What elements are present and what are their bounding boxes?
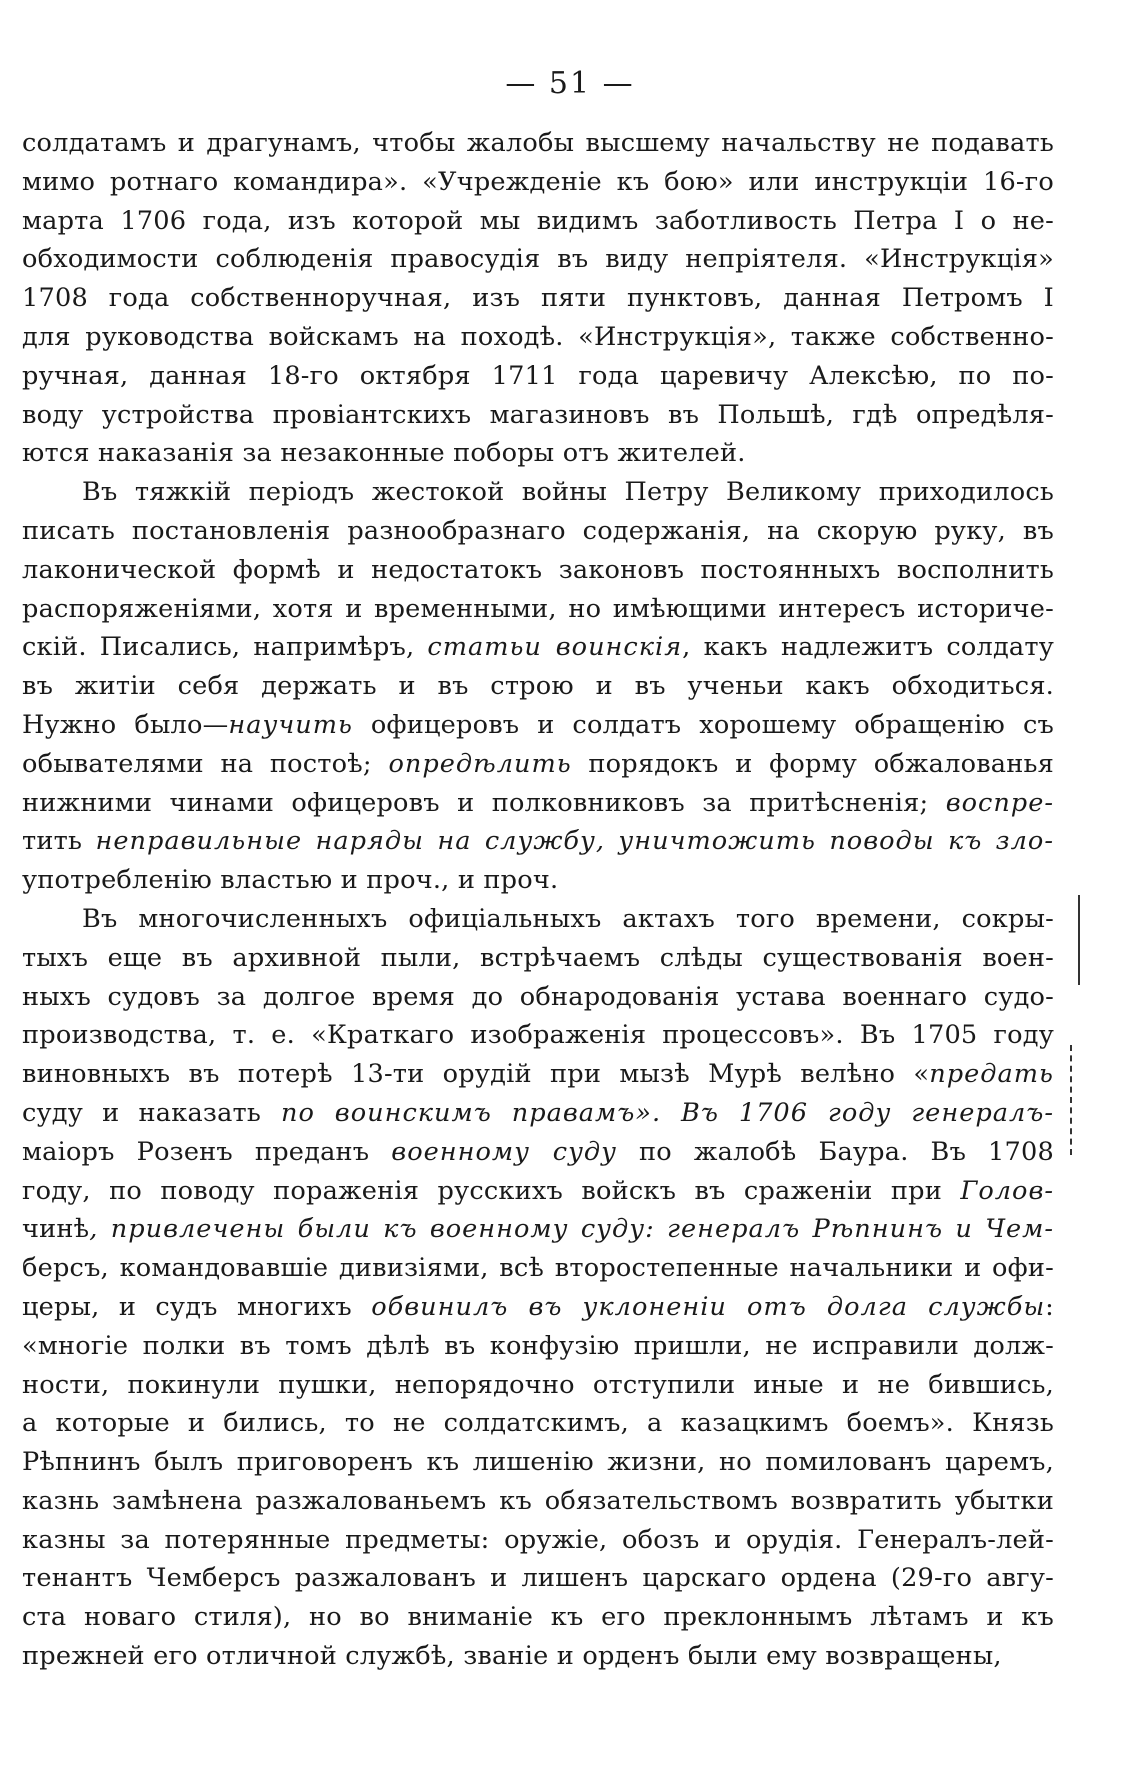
emphasized-text: научить [228, 709, 353, 740]
text-line [22, 163, 1054, 202]
text-line [22, 745, 1054, 784]
line-text: воду устройства провіантскихъ магазиновъ въ Польшѣ, гдѣ опредѣля- [22, 399, 1054, 430]
line-text: въ житіи себя держать и въ строю и въ ученьи какъ обходиться. [22, 671, 1054, 702]
text-line [22, 590, 1054, 629]
line-text: офицеровъ и солдатъ хорошему обращенію съ [352, 709, 1054, 740]
line-text: чинѣ [22, 1214, 90, 1245]
text-line [22, 628, 1054, 667]
text-line [22, 939, 1054, 978]
body-text [22, 124, 1054, 1676]
text-line [22, 279, 1054, 318]
text-line [22, 861, 1054, 900]
line-text: ности, покинули пушки, непорядочно отступили иные и не бившись, [22, 1369, 1054, 1400]
line-text: а которые и бились, то не солдатскимъ, а казацкимъ боемъ». Князь [22, 1408, 1054, 1439]
line-text: Въ многочисленныхъ офиціальныхъ актахъ того времени, сокры- [82, 903, 1054, 934]
line-text: тить [22, 826, 83, 857]
line-text: казнь замѣнена разжалованьемъ къ обязательствомъ возвратить убытки [22, 1485, 1054, 1516]
text-line [22, 551, 1054, 590]
emphasized-text: воспре- [945, 787, 1054, 818]
line-text: берсъ, командовавшіе дивизіями, всѣ второстепенные начальники и офи- [22, 1253, 1054, 1284]
line-text: ныхъ судовъ за долгое время до обнародованія устава военнаго судо- [22, 981, 1054, 1012]
line-text: ста новаго стиля), но во вниманіе къ его преклоннымъ лѣтамъ и къ [22, 1602, 1054, 1633]
line-text: церы, и судъ многихъ [22, 1291, 372, 1322]
emphasized-text: , привлечены были къ военному суду: генералъ Рѣпнинъ и Чем- [89, 1214, 1054, 1245]
line-text: 1708 года собственноручная, изъ пяти пунктовъ, данная Петромъ I [22, 283, 1054, 314]
emphasized-text: неправильные наряды на службу, уничтожить поводы къ зло- [82, 826, 1054, 857]
emphasized-text: по воинскимъ правамъ». Въ 1706 году генералъ- [261, 1097, 1054, 1128]
line-text: ются наказанія за незаконные поборы отъ жителей. [22, 438, 746, 469]
text-line [22, 1288, 1054, 1327]
text-line [22, 978, 1054, 1017]
text-line [22, 667, 1054, 706]
text-line [22, 1482, 1054, 1521]
line-text: обходимости соблюденія правосудія въ виду непріятеля. «Инструкція» [22, 244, 1054, 275]
line-text: употребленію властью и проч., и проч. [22, 865, 559, 896]
emphasized-text: опредѣлить [388, 748, 572, 779]
text-line [22, 1443, 1054, 1482]
text-line [22, 240, 1054, 279]
emphasized-text: предать [929, 1059, 1054, 1090]
text-line [22, 1327, 1054, 1366]
line-text: казны за потерянные предметы: оружіе, обозъ и орудія. Генералъ-лей- [22, 1524, 1054, 1555]
text-line [22, 512, 1054, 551]
line-text: маіоръ Розенъ преданъ [22, 1136, 392, 1167]
line-text: лаконической формѣ и недостатокъ законовъ постоянныхъ восполнить [22, 554, 1054, 585]
text-line [22, 434, 1054, 473]
margin-bracket-mark [1070, 1045, 1072, 1155]
text-line [22, 1172, 1054, 1211]
text-line [22, 357, 1054, 396]
text-line [22, 1521, 1054, 1560]
emphasized-text: Голов- [960, 1175, 1054, 1206]
text-line [22, 396, 1054, 435]
line-text: производства, т. е. «Краткаго изображенія процессовъ». Въ 1705 году [22, 1020, 1054, 1051]
line-text: прежней его отличной службѣ, званіе и орденъ были ему возвращены, [22, 1641, 1002, 1672]
line-text: обывателями на постоѣ; [22, 748, 389, 779]
line-text: году, по поводу пораженія русскихъ войскъ въ сраженіи при [22, 1175, 961, 1206]
text-line [22, 1559, 1054, 1598]
line-text: порядокъ и форму обжалованья [571, 748, 1054, 779]
text-line [22, 822, 1054, 861]
line-text: «многіе полки въ томъ дѣлѣ въ конфузію пришли, не исправили долж- [22, 1330, 1054, 1361]
line-text: распоряженіями, хотя и временными, но имѣющими интересъ историче- [22, 593, 1054, 624]
text-line [22, 1637, 1054, 1676]
text-line [22, 900, 1054, 939]
text-line [22, 124, 1054, 163]
line-text: Рѣпнинъ былъ приговоренъ къ лишенію жизни, но помилованъ царемъ, [22, 1447, 1054, 1478]
text-line [22, 1055, 1054, 1094]
emphasized-text: статьи воинскія [427, 632, 683, 663]
line-text: , какъ надлежитъ солдату [682, 632, 1054, 663]
text-line [22, 1133, 1054, 1172]
page-number: — 51 — [505, 66, 635, 101]
line-text: писать постановленія разнообразнаго содержанія, на скорую руку, въ [22, 515, 1054, 546]
text-line [22, 706, 1054, 745]
line-text: : [1045, 1291, 1054, 1322]
line-text: по жалобѣ Баура. Въ 1708 [617, 1136, 1054, 1167]
emphasized-text: обвинилъ въ уклоненіи отъ долга службы [371, 1291, 1046, 1322]
text-line [22, 318, 1054, 357]
line-text: Нужно было— [22, 709, 229, 740]
line-text: марта 1706 года, изъ которой мы видимъ заботливость Петра I о не- [22, 205, 1054, 236]
text-line [22, 1366, 1054, 1405]
line-text: суду и наказать [22, 1097, 262, 1128]
text-line [22, 1094, 1054, 1133]
line-text: для руководства войскамъ на походѣ. «Инструкція», также собственно- [22, 321, 1054, 352]
line-text: ручная, данная 18-го октября 1711 года царевичу Алексѣю, по по- [22, 360, 1054, 391]
text-line [22, 1249, 1054, 1288]
line-text: скій. Писались, напримѣръ, [22, 632, 428, 663]
text-line [22, 1404, 1054, 1443]
text-line [22, 1016, 1054, 1055]
line-text: тенантъ Чемберсъ разжалованъ и лишенъ царскаго ордена (29-го авгу- [22, 1563, 1054, 1594]
line-text: Въ тяжкій періодъ жестокой войны Петру Великому приходилось [82, 477, 1054, 508]
line-text: солдатамъ и драгунамъ, чтобы жалобы высшему начальству не подавать [22, 128, 1054, 158]
text-line [22, 1598, 1054, 1637]
line-text: нижними чинами офицеровъ и полковниковъ за притѣсненія; [22, 787, 946, 818]
margin-bracket-mark [1078, 895, 1080, 985]
line-text: виновныхъ въ потерѣ 13-ти орудій при мызѣ Мурѣ велѣно « [22, 1059, 930, 1090]
text-line [22, 202, 1054, 241]
line-text: мимо ротнаго командира». «Учрежденіе къ бою» или инструкціи 16-го [22, 166, 1054, 197]
text-line [22, 784, 1054, 823]
text-line [22, 473, 1054, 512]
emphasized-text: военному суду [391, 1136, 618, 1167]
text-line [22, 1210, 1054, 1249]
line-text: тыхъ еще въ архивной пыли, встрѣчаемъ слѣды существованія воен- [22, 942, 1054, 973]
